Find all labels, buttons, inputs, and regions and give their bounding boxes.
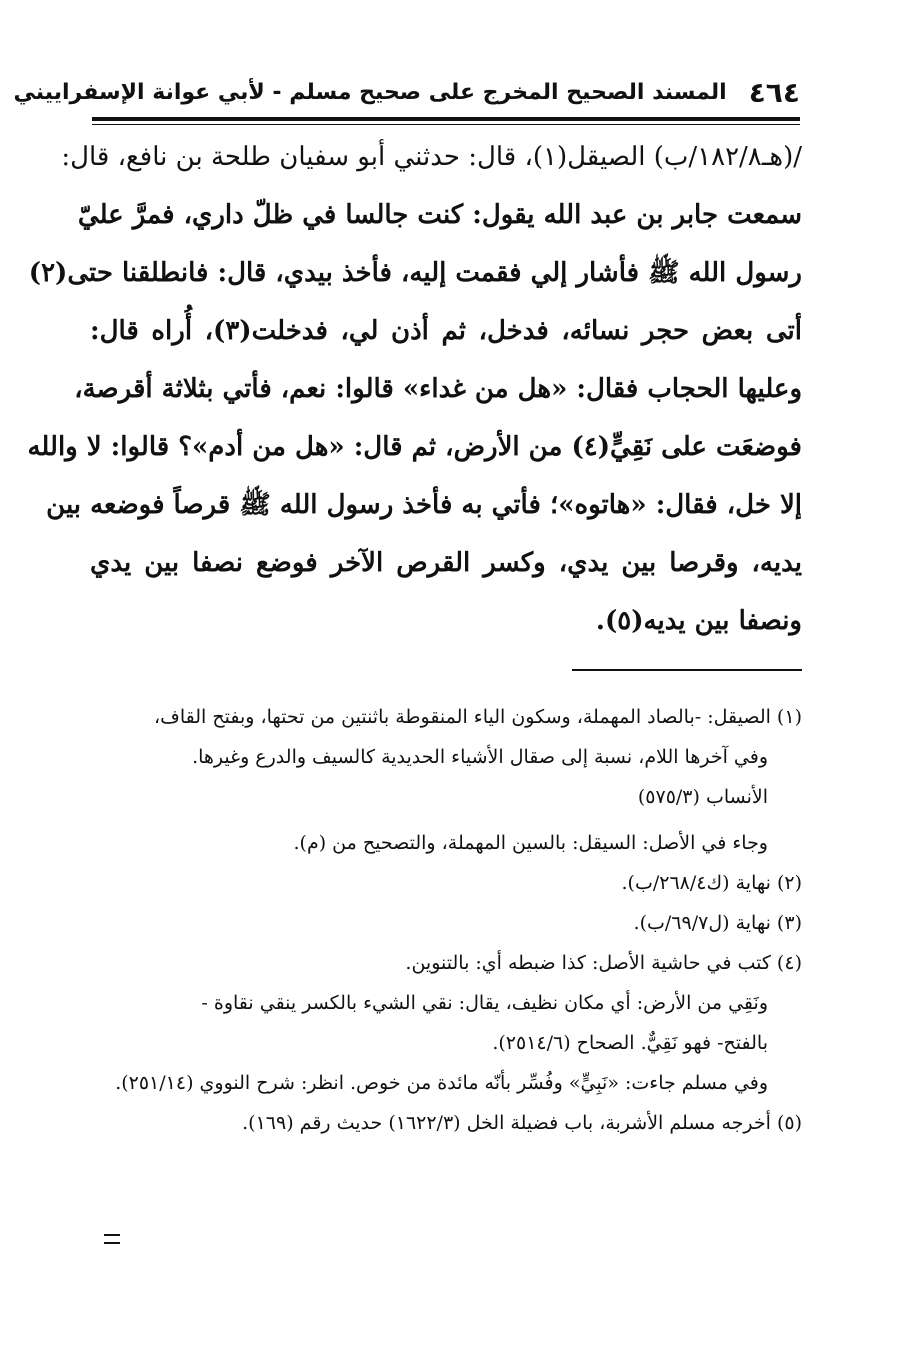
main-text-line: سمعت جابر بن عبد الله يقول: كنت جالسا في ظلّ داري، فمرَّ عليّ xyxy=(77,200,802,230)
footnotes xyxy=(88,697,802,1143)
footnote-line: وجاء في الأصل: السيقل: بالسين المهملة، والتصحيح من (م). xyxy=(293,832,768,854)
page-number: ٤٦٤ xyxy=(748,75,800,109)
footnote-line: وفي آخرها اللام، نسبة إلى صقال الأشياء الحديدية كالسيف والدرع وغيرها. xyxy=(192,746,768,768)
footnote-line: ونَقِي من الأرض: أي مكان نظيف، يقال: نقي الشيء بالكسر ينقي نقاوة - xyxy=(201,992,768,1014)
main-text-line: وعليها الحجاب فقال: «هل من غداء» قالوا: نعم، فأتي بثلاثة أقرصة، xyxy=(74,374,802,404)
main-text-line: إلا خل، فقال: «هاتوه»؛ فأتي به فأخذ رسول الله ﷺ قرصاً فوضعه بين xyxy=(46,490,802,520)
footnote-line: وفي مسلم جاءت: «نَبِيٍّ» وفُسِّر بأنّه مائدة من خوص. انظر: شرح النووي (٢٥١/١٤). xyxy=(115,1072,768,1094)
footnote-separator xyxy=(572,669,802,671)
main-text-line: أتى بعض حجر نسائه، فدخل، ثم أذن لي، فدخلت(٣)، أُراه قال: xyxy=(90,316,802,346)
end-mark xyxy=(104,1234,120,1244)
footnote-line: (١) الصيقل: -بالصاد المهملة، وسكون الياء المنقوطة باثنتين من تحتها، وبفتح القاف، xyxy=(154,706,802,728)
footnote-line: الأنساب (٥٧٥/٣) xyxy=(637,786,768,808)
header-rule-thin xyxy=(92,124,800,125)
footnote-line: (٢) نهاية (ك٢٦٨/٤/ب). xyxy=(621,872,802,894)
footnote-line: (٥) أخرجه مسلم الأشربة، باب فضيلة الخل (١٦٢٢/٣) حديث رقم (١٦٩). xyxy=(242,1112,802,1134)
footnote-line: بالفتح- فهو نَقِيٌّ. الصحاح (٢٥١٤/٦). xyxy=(492,1032,768,1054)
main-text xyxy=(27,128,802,650)
main-text-line: يديه، وقرصا بين يدي، وكسر القرص الآخر فوضع نصفا بين يدي xyxy=(90,548,802,578)
footnote-line: (٤) كتب في حاشية الأصل: كذا ضبطه أي: بالتنوين. xyxy=(405,952,802,974)
header-rule xyxy=(92,117,800,121)
main-text-line: /(هـ١٨٢/٨/ب) الصيقل(١)، قال: حدثني أبو سفيان طلحة بن نافع، قال: xyxy=(61,142,802,172)
footnote-line: (٣) نهاية (ل٦٩/٧/ب). xyxy=(633,912,802,934)
running-title: المسند الصحيح المخرج على صحيح مسلم - لأبي عوانة الإسفراييني xyxy=(13,79,727,105)
main-text-line: رسول الله ﷺ فأشار إلي فقمت إليه، فأخذ بيدي، قال: فانطلقنا حتى(٢) xyxy=(28,258,802,288)
main-text-line: فوضعَت على نَقِيٍّ(٤) من الأرض، ثم قال: «هل من أدم»؟ قالوا: لا والله xyxy=(27,432,802,462)
page-header xyxy=(13,70,800,114)
main-text-line: ونصفا بين يديه(٥). xyxy=(595,606,802,636)
